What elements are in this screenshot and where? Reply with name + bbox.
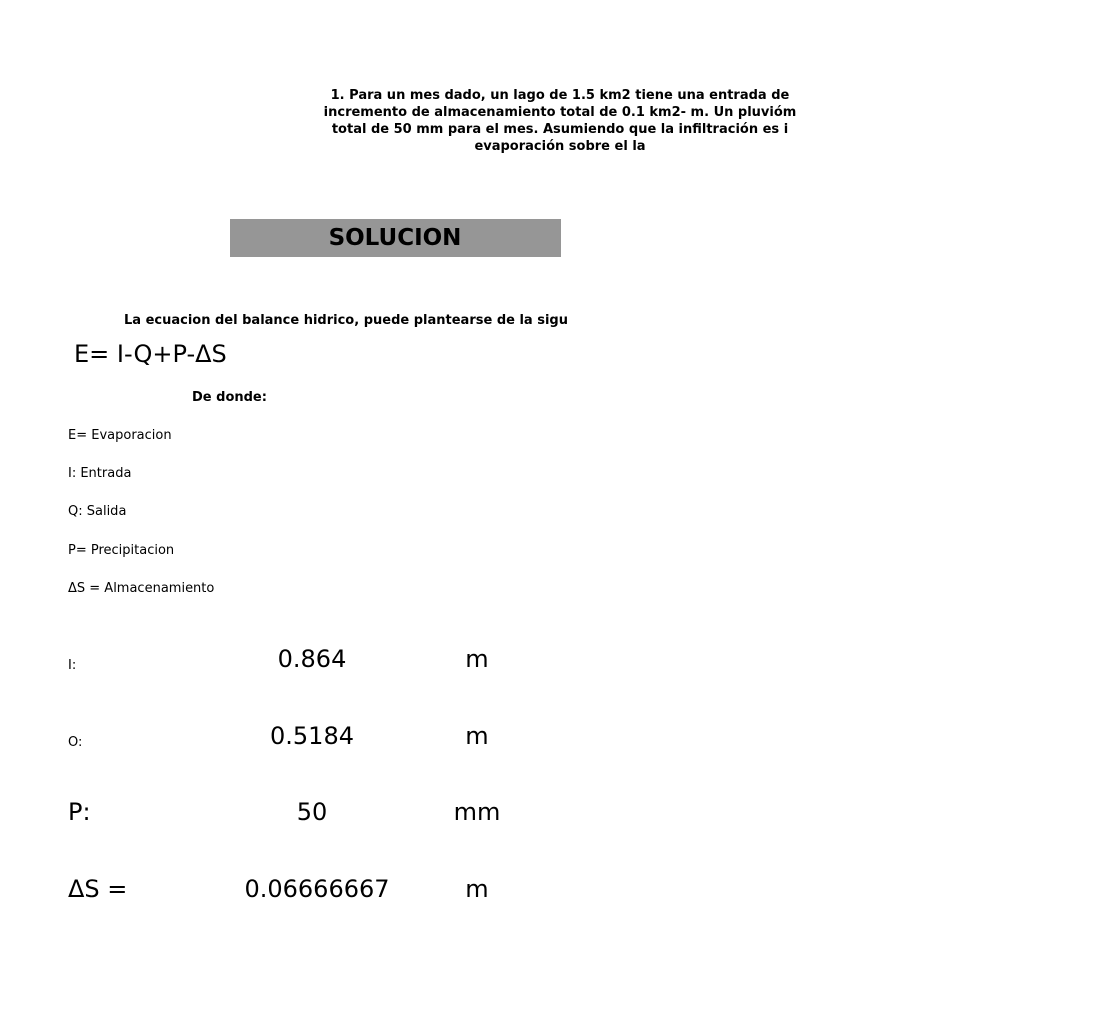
water-balance-equation: E= I-Q+P-ΔS [74,340,227,368]
inflow-unit: m [465,645,489,673]
definition-entrada: I: Entrada [68,466,132,481]
definition-evaporacion: E= Evaporacion [68,428,172,443]
problem-line: total de 50 mm para el mes. Asumiendo que la infiltración es i [331,122,789,137]
definition-salida: Q: Salida [68,504,127,519]
storage-change-unit: m [465,875,489,903]
balance-intro-text: La ecuacion del balance hidrico, puede plantearse de la sigu [124,313,568,328]
problem-statement [0,87,1120,155]
outflow-value: 0.5184 [270,722,354,750]
de-donde-label: De donde: [192,390,267,405]
solucion-title: SOLUCION [328,225,462,251]
outflow-unit: m [465,722,489,750]
problem-line: incremento de almacenamiento total de 0.1 km2- m. Un pluvióm [323,105,797,120]
storage-change-value: 0.06666667 [244,875,390,903]
definition-precipitacion: P= Precipitacion [68,543,175,558]
inflow-label: I: [68,658,77,673]
inflow-value: 0.864 [277,645,347,673]
precipitation-label: P: [68,798,91,826]
precipitation-unit: mm [453,798,501,826]
problem-line: evaporación sobre el la [474,139,646,154]
outflow-label: O: [68,735,83,750]
solucion-header [230,219,561,257]
definition-almacenamiento: ΔS = Almacenamiento [68,581,215,596]
problem-line: 1. Para un mes dado, un lago de 1.5 km2 tiene una entrada de [330,88,790,103]
storage-change-label: ΔS = [68,875,128,903]
precipitation-value: 50 [296,798,328,826]
